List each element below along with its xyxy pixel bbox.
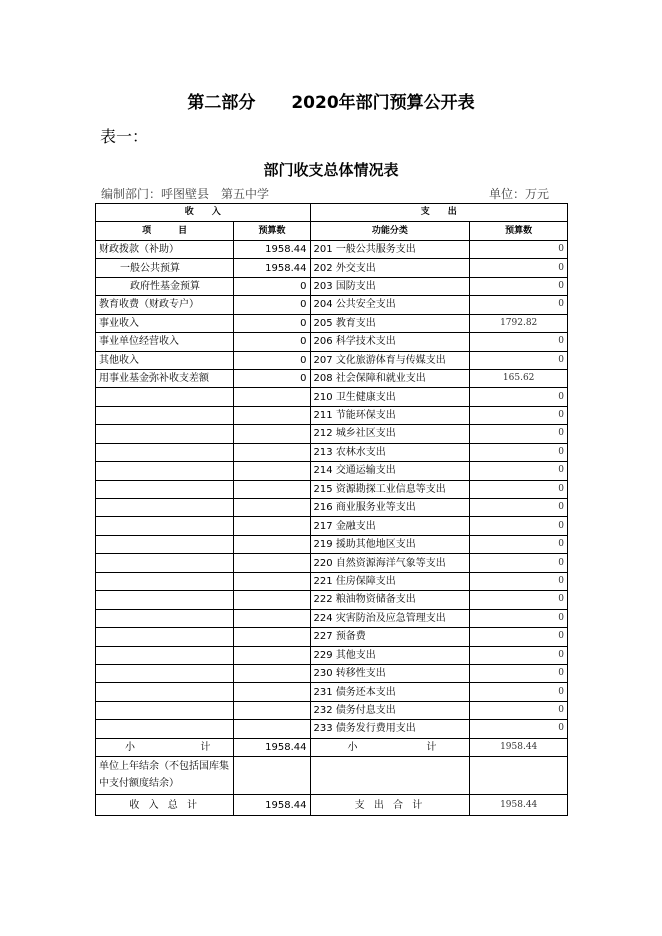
table-row [96, 259, 568, 277]
expense-item [310, 646, 470, 664]
function-code: 204 [313, 299, 333, 311]
expense-value: 0 [470, 572, 568, 590]
income-item [96, 701, 234, 719]
income-header: 收 入 [96, 204, 311, 222]
expense-value: 0 [470, 443, 568, 461]
expense-header: 支 出 [310, 204, 567, 222]
table-row [96, 646, 568, 664]
expense-value: 0 [470, 591, 568, 609]
income-value: 1958.44 [234, 240, 310, 258]
function-label: 资源勘探工业信息等支出 [335, 483, 446, 495]
table-row [96, 535, 568, 553]
expense-value: 0 [470, 462, 568, 480]
function-code: 219 [313, 539, 333, 551]
income-value: 0 [234, 314, 310, 332]
expense-item [310, 462, 470, 480]
function-code: 202 [313, 262, 333, 274]
function-code: 208 [313, 373, 333, 385]
expense-total-value: 1958.44 [470, 795, 568, 816]
function-label: 商业服务业等支出 [335, 502, 416, 514]
table-row [96, 277, 568, 295]
function-code: 230 [313, 668, 333, 680]
subtotal-row [96, 738, 568, 756]
compiler-unit: 编制部门：呼图壁县 第五中学 [101, 187, 270, 201]
function-label: 其他支出 [335, 649, 376, 661]
carryover-expense-value [470, 757, 568, 795]
expense-value: 0 [470, 646, 568, 664]
income-item [96, 554, 234, 572]
table-row [96, 425, 568, 443]
income-item [96, 720, 234, 738]
table-row [96, 628, 568, 646]
expense-item [310, 443, 470, 461]
expense-item [310, 517, 470, 535]
income-item: 事业收入 [96, 314, 234, 332]
income-value [234, 425, 310, 443]
income-item: 政府性基金预算 [96, 277, 234, 295]
expense-item [310, 609, 470, 627]
table-row [96, 333, 568, 351]
income-item [96, 462, 234, 480]
function-label: 援助其他地区支出 [335, 539, 416, 551]
function-label: 自然资源海洋气象等支出 [335, 557, 446, 569]
function-code: 215 [313, 483, 333, 495]
function-label: 住房保障支出 [335, 575, 396, 587]
carryover-label: 单位上年结余（不包括国库集中支付额度结余） [96, 757, 234, 795]
function-label: 预备费 [335, 631, 366, 643]
expense-value: 0 [470, 499, 568, 517]
income-item [96, 683, 234, 701]
function-label: 金融支出 [335, 520, 376, 532]
part-label: 第二部分 [187, 93, 256, 113]
function-code: 229 [313, 649, 333, 661]
function-label: 交通运输支出 [335, 465, 396, 477]
expense-subtotal-value: 1958.44 [470, 738, 568, 756]
income-value [234, 591, 310, 609]
income-value: 0 [234, 277, 310, 295]
function-header: 功能分类 [310, 222, 470, 240]
total-row [96, 795, 568, 816]
function-code: 231 [313, 686, 333, 698]
income-value: 0 [234, 351, 310, 369]
expense-item [310, 333, 470, 351]
expense-item [310, 388, 470, 406]
income-item [96, 388, 234, 406]
expense-value: 0 [470, 480, 568, 498]
function-code: 213 [313, 446, 333, 458]
function-label: 卫生健康支出 [335, 391, 396, 403]
income-value [234, 499, 310, 517]
expense-item [310, 628, 470, 646]
carryover-value [234, 757, 310, 795]
expense-value: 0 [470, 701, 568, 719]
income-value [234, 720, 310, 738]
income-item [96, 406, 234, 424]
function-label: 科学技术支出 [335, 336, 396, 348]
table-row [96, 664, 568, 682]
income-item: 教育收费（财政专户） [96, 296, 234, 314]
expense-item [310, 480, 470, 498]
function-code: 217 [313, 520, 333, 532]
item-header: 项 目 [96, 222, 234, 240]
expense-value: 0 [470, 388, 568, 406]
expense-value: 0 [470, 517, 568, 535]
income-total-label: 收 入 总 计 [96, 795, 234, 816]
function-code: 214 [313, 465, 333, 477]
function-code: 206 [313, 336, 333, 348]
function-code: 210 [313, 391, 333, 403]
income-value [234, 664, 310, 682]
function-label: 债务付息支出 [335, 705, 396, 717]
function-label: 国防支出 [335, 280, 376, 292]
income-value [234, 554, 310, 572]
income-subtotal-label: 小 计 [96, 738, 234, 756]
table-row [96, 369, 568, 387]
expense-item [310, 499, 470, 517]
budget2-header: 预算数 [470, 222, 568, 240]
table-row [96, 314, 568, 332]
income-subtotal-value: 1958.44 [234, 738, 310, 756]
header-row-columns [96, 222, 568, 240]
carryover-row [96, 757, 568, 795]
carryover-expense [310, 757, 470, 795]
income-item [96, 591, 234, 609]
table-label: 表一： [100, 127, 149, 146]
income-item: 其他收入 [96, 351, 234, 369]
expense-value: 0 [470, 259, 568, 277]
expense-subtotal-label: 小 计 [310, 738, 470, 756]
expense-item [310, 314, 470, 332]
function-code: 233 [313, 723, 333, 735]
function-code: 220 [313, 557, 333, 569]
table-row [96, 720, 568, 738]
expense-item [310, 683, 470, 701]
expense-value: 0 [470, 333, 568, 351]
expense-value: 0 [470, 296, 568, 314]
expense-item [310, 277, 470, 295]
income-value [234, 628, 310, 646]
income-value [234, 535, 310, 553]
expense-item [310, 351, 470, 369]
expense-value: 0 [470, 351, 568, 369]
table-row [96, 462, 568, 480]
income-value [234, 462, 310, 480]
income-value: 0 [234, 369, 310, 387]
function-code: 207 [313, 354, 333, 366]
expense-value: 0 [470, 720, 568, 738]
function-code: 211 [313, 410, 333, 422]
title-name: 2020年部门预算公开表 [291, 93, 475, 113]
income-value [234, 701, 310, 719]
income-item: 用事业基金弥补收支差额 [96, 369, 234, 387]
function-code: 205 [313, 317, 333, 329]
function-code: 224 [313, 612, 333, 624]
income-item: 一般公共预算 [96, 259, 234, 277]
budget-table [95, 203, 568, 816]
function-code: 232 [313, 705, 333, 717]
expense-item [310, 369, 470, 387]
income-item [96, 609, 234, 627]
income-value [234, 480, 310, 498]
expense-value: 0 [470, 683, 568, 701]
expense-item [310, 296, 470, 314]
expense-value: 0 [470, 535, 568, 553]
income-item [96, 443, 234, 461]
table-row [96, 240, 568, 258]
table-row [96, 351, 568, 369]
income-item [96, 572, 234, 590]
expense-value: 0 [470, 628, 568, 646]
table-row [96, 517, 568, 535]
function-label: 一般公共服务支出 [335, 244, 416, 256]
income-value: 0 [234, 296, 310, 314]
table-subtitle: 部门收支总体情况表 [263, 161, 399, 179]
table-row [96, 388, 568, 406]
table-row [96, 701, 568, 719]
income-item [96, 535, 234, 553]
expense-value: 1792.82 [470, 314, 568, 332]
income-item: 财政拨款（补助） [96, 240, 234, 258]
expense-value: 0 [470, 425, 568, 443]
income-value [234, 572, 310, 590]
income-total-value: 1958.44 [234, 795, 310, 816]
income-value: 0 [234, 333, 310, 351]
income-item [96, 499, 234, 517]
table-row [96, 406, 568, 424]
expense-item [310, 701, 470, 719]
table-row [96, 480, 568, 498]
income-item [96, 646, 234, 664]
header-row-group [96, 204, 568, 222]
expense-value: 0 [470, 554, 568, 572]
table-row [96, 609, 568, 627]
income-value [234, 406, 310, 424]
income-item [96, 517, 234, 535]
function-label: 教育支出 [335, 317, 376, 329]
expense-value: 0 [470, 240, 568, 258]
function-code: 227 [313, 631, 333, 643]
table-row [96, 572, 568, 590]
table-row [96, 554, 568, 572]
income-item [96, 664, 234, 682]
table-row [96, 443, 568, 461]
currency-unit: 单位：万元 [489, 187, 550, 201]
function-label: 外交支出 [335, 262, 376, 274]
table-row [96, 683, 568, 701]
table-row [96, 591, 568, 609]
page-title [0, 88, 662, 113]
budget-header: 预算数 [234, 222, 310, 240]
function-code: 201 [313, 244, 333, 256]
function-code: 212 [313, 428, 333, 440]
income-value [234, 517, 310, 535]
income-value [234, 388, 310, 406]
function-code: 216 [313, 502, 333, 514]
function-code: 203 [313, 280, 333, 292]
function-label: 公共安全支出 [335, 299, 396, 311]
expense-value: 165.62 [470, 369, 568, 387]
expense-value: 0 [470, 406, 568, 424]
table-row [96, 296, 568, 314]
function-label: 节能环保支出 [335, 410, 396, 422]
expense-item [310, 535, 470, 553]
expense-item [310, 720, 470, 738]
expense-item [310, 591, 470, 609]
function-code: 222 [313, 594, 333, 606]
table-row [96, 499, 568, 517]
income-value [234, 443, 310, 461]
function-label: 债务还本支出 [335, 686, 396, 698]
income-value [234, 683, 310, 701]
expense-value: 0 [470, 277, 568, 295]
expense-item [310, 664, 470, 682]
income-value [234, 609, 310, 627]
expense-value: 0 [470, 609, 568, 627]
function-code: 221 [313, 575, 333, 587]
function-label: 城乡社区支出 [335, 428, 396, 440]
expense-item [310, 259, 470, 277]
function-label: 农林水支出 [335, 446, 386, 458]
function-label: 社会保障和就业支出 [335, 373, 426, 385]
income-value [234, 646, 310, 664]
income-item: 事业单位经营收入 [96, 333, 234, 351]
function-label: 转移性支出 [335, 668, 386, 680]
income-item [96, 480, 234, 498]
function-label: 文化旅游体育与传媒支出 [335, 354, 446, 366]
function-label: 粮油物资储备支出 [335, 594, 416, 606]
expense-total-label: 支 出 合 计 [310, 795, 470, 816]
expense-item [310, 425, 470, 443]
function-label: 灾害防治及应急管理支出 [335, 612, 446, 624]
expense-item [310, 554, 470, 572]
expense-item [310, 240, 470, 258]
function-label: 债务发行费用支出 [335, 723, 416, 735]
expense-value: 0 [470, 664, 568, 682]
expense-item [310, 572, 470, 590]
income-item [96, 628, 234, 646]
income-value: 1958.44 [234, 259, 310, 277]
income-item [96, 425, 234, 443]
expense-item [310, 406, 470, 424]
